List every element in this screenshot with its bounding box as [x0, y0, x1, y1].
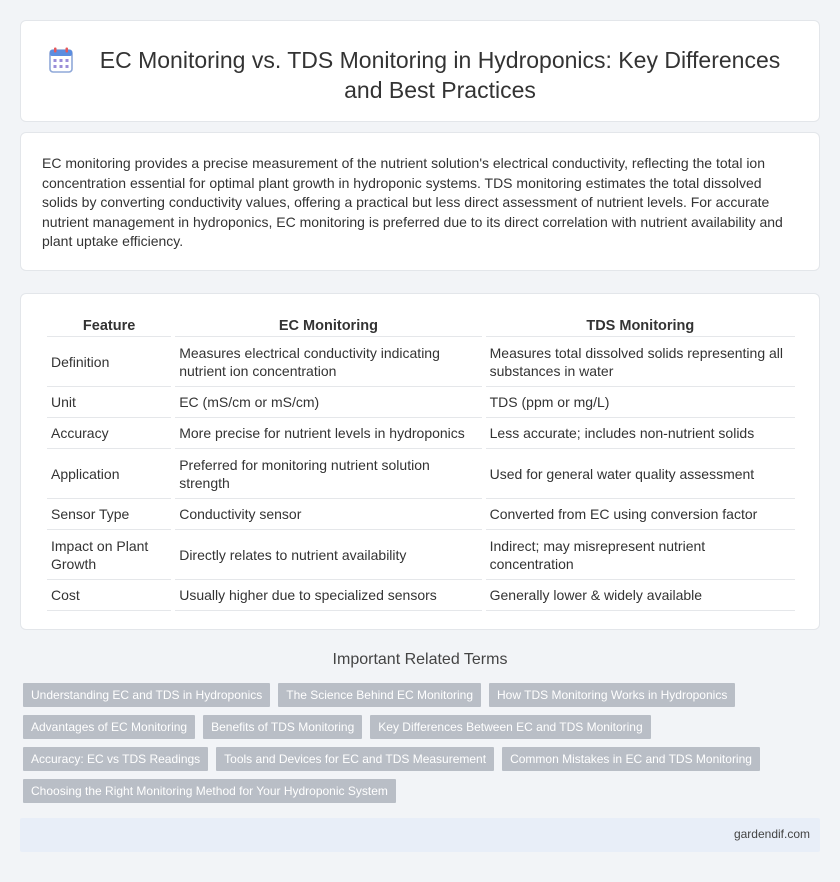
table-row [47, 499, 795, 530]
tds-cell: Converted from EC using conversion factor [486, 499, 795, 530]
summary-text: EC monitoring provides a precise measurement of the nutrient solution's electrical conductivity, reflecting the total ion concentration essential for optimal plant growth in hydroponic systems. TDS monitoring estimates the total dissolved solids by converting conductivity values, offering a practical but less direct assessment of nutrient levels. For accurate nutrient management in hydroponics, EC monitoring is preferred due to its direct correlation with nutrient availability and plant uptake efficiency. [42, 155, 783, 249]
table-row [47, 580, 795, 611]
feature-cell: Sensor Type [47, 499, 171, 530]
related-tag[interactable]: Tools and Devices for EC and TDS Measurement [216, 747, 494, 771]
related-tag[interactable]: How TDS Monitoring Works in Hydroponics [489, 683, 735, 707]
related-tag[interactable]: Choosing the Right Monitoring Method for Your Hydroponic System [23, 779, 396, 803]
page-title: EC Monitoring vs. TDS Monitoring in Hydroponics: Key Differences and Best Practices [99, 47, 781, 103]
related-tag[interactable]: Key Differences Between EC and TDS Monitoring [370, 715, 650, 739]
feature-cell: Unit [47, 387, 171, 418]
tds-cell: Less accurate; includes non-nutrient solids [486, 418, 795, 449]
table-row [47, 337, 795, 387]
table-row [47, 418, 795, 449]
related-terms-tags [23, 683, 823, 811]
related-tag[interactable]: The Science Behind EC Monitoring [278, 683, 481, 707]
tds-cell: Used for general water quality assessment [486, 449, 795, 499]
tag-row [23, 779, 823, 811]
footer [20, 818, 820, 852]
header-card [20, 20, 820, 122]
comparison-table [43, 316, 799, 611]
tds-cell: Generally lower & widely available [486, 580, 795, 611]
related-tag[interactable]: Advantages of EC Monitoring [23, 715, 195, 739]
comparison-table-card [20, 293, 820, 630]
feature-cell: Cost [47, 580, 171, 611]
table-header-row [47, 316, 795, 337]
ec-cell: Usually higher due to specialized sensors [175, 580, 481, 611]
related-tag[interactable]: Common Mistakes in EC and TDS Monitoring [502, 747, 760, 771]
related-tag[interactable]: Benefits of TDS Monitoring [203, 715, 362, 739]
header-ec: EC Monitoring [175, 316, 481, 337]
ec-cell: Measures electrical conductivity indicating nutrient ion concentration [175, 337, 481, 387]
related-tag[interactable]: Accuracy: EC vs TDS Readings [23, 747, 208, 771]
tds-cell: TDS (ppm or mg/L) [486, 387, 795, 418]
feature-cell: Application [47, 449, 171, 499]
ec-cell: Directly relates to nutrient availability [175, 530, 481, 580]
tag-row [23, 683, 823, 715]
ec-cell: EC (mS/cm or mS/cm) [175, 387, 481, 418]
ec-cell: Preferred for monitoring nutrient solution strength [175, 449, 481, 499]
related-terms-heading: Important Related Terms [332, 651, 508, 668]
ec-cell: Conductivity sensor [175, 499, 481, 530]
table-row [47, 387, 795, 418]
feature-cell: Impact on Plant Growth [47, 530, 171, 580]
table-row [47, 449, 795, 499]
table-row [47, 530, 795, 580]
tds-cell: Measures total dissolved solids representing all substances in water [486, 337, 795, 387]
summary-card [20, 132, 820, 271]
feature-cell: Accuracy [47, 418, 171, 449]
header-feature: Feature [47, 316, 171, 337]
ec-cell: More precise for nutrient levels in hydroponics [175, 418, 481, 449]
header-tds: TDS Monitoring [486, 316, 795, 337]
footer-site-link[interactable]: gardendif.com [733, 827, 810, 841]
tag-row [23, 715, 823, 747]
related-tag[interactable]: Understanding EC and TDS in Hydroponics [23, 683, 270, 707]
tds-cell: Indirect; may misrepresent nutrient concentration [486, 530, 795, 580]
feature-cell: Definition [47, 337, 171, 387]
tag-row [23, 747, 823, 779]
